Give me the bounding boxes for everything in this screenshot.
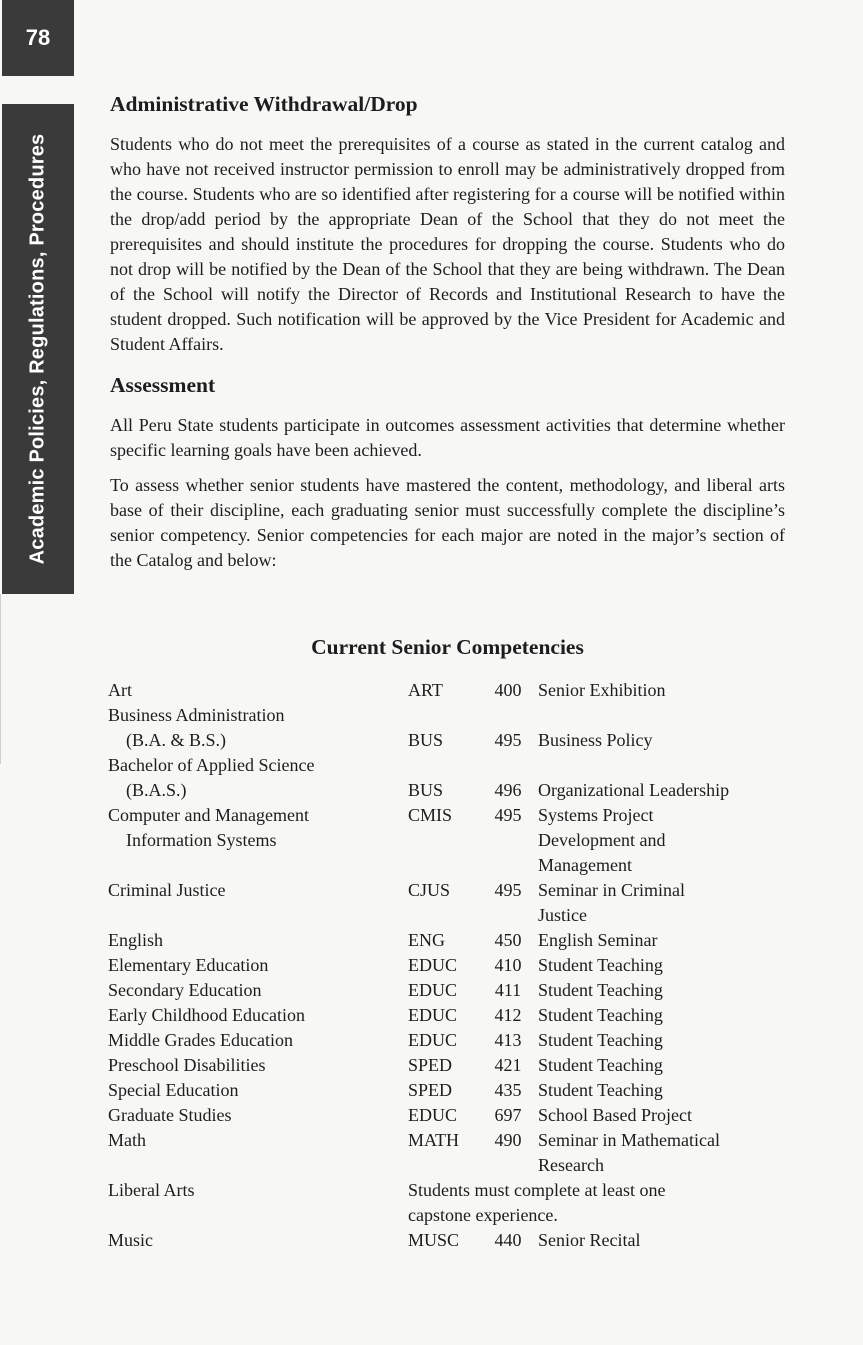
course-prefix-cell: MUSC: [408, 1230, 460, 1250]
course-number-cell: 496: [494, 780, 522, 800]
program-cell: Computer and Management: [108, 805, 309, 825]
table-row: [108, 703, 788, 728]
program-cell: Bachelor of Applied Science: [108, 755, 315, 775]
program-cell: Art: [108, 680, 132, 700]
course-number-cell: 411: [494, 980, 522, 1000]
course-prefix-cell: EDUC: [408, 1005, 457, 1025]
program-cell: Secondary Education: [108, 980, 262, 1000]
course-prefix-cell: CMIS: [408, 805, 453, 825]
table-row: [108, 1103, 788, 1128]
assessment-heading: Assessment: [110, 373, 216, 397]
table-row: [108, 753, 788, 778]
course-prefix-cell: CJUS: [408, 880, 451, 900]
course-number-cell: 495: [494, 880, 522, 900]
table-row: [108, 1003, 788, 1028]
course-prefix-cell: EDUC: [408, 980, 457, 1000]
table-row: [108, 953, 788, 978]
course-number-cell: 495: [494, 730, 522, 750]
program-cell: (B.A.S.): [126, 780, 187, 800]
program-cell: Early Childhood Education: [108, 1005, 305, 1025]
assessment-paragraph-1: All Peru State students participate in outcomes assessment activities that determine whether specific learning goals have been achieved.: [110, 415, 785, 460]
program-cell: Math: [108, 1130, 146, 1150]
table-row: [108, 778, 788, 803]
program-cell: Preschool Disabilities: [108, 1055, 266, 1075]
course-prefix-cell: EDUC: [408, 1105, 457, 1125]
course-prefix-cell: SPED: [408, 1055, 453, 1075]
course-prefix-cell: ENG: [408, 930, 445, 950]
program-cell: Music: [108, 1230, 153, 1250]
table-row: [108, 678, 788, 703]
program-cell: Graduate Studies: [108, 1105, 232, 1125]
program-cell: Middle Grades Education: [108, 1030, 293, 1050]
table-row: [108, 1228, 788, 1253]
course-number-cell: 697: [494, 1105, 522, 1125]
program-cell: Special Education: [108, 1080, 239, 1100]
course-title-cell: Student Teaching: [538, 1055, 663, 1075]
table-row: [108, 928, 788, 953]
course-number-cell: 412: [494, 1005, 522, 1025]
table-row: [108, 803, 788, 828]
withdrawal-paragraph: Students who do not meet the prerequisites of a course as stated in the current catalog and who have not received instructor permission to enroll may be administratively dropped from the course. Students who are so identified after registering for a course will be notified within the drop/add period by the appropriate Dean of the School that they do not meet the prerequisites and should institute the procedures for dropping the course. Students who do not drop will be notified by the Dean of the School that they are being withdrawn. The Dean of the School will notify the Director of Records and Institutional Research to have the student dropped. Such notification will be approved by the Vice President for Academic and Student Affairs.: [110, 134, 785, 354]
course-title-cell: Student Teaching: [538, 1005, 663, 1025]
course-title-cell: Research: [538, 1155, 604, 1175]
table-row: [108, 878, 788, 903]
course-note-cell: Students must complete at least one: [408, 1180, 666, 1200]
course-title-cell: Seminar in Criminal: [538, 880, 685, 900]
page-edge-line: [0, 594, 1, 764]
course-number-cell: 450: [494, 930, 522, 950]
course-prefix-cell: BUS: [408, 780, 444, 800]
course-title-cell: Senior Recital: [538, 1230, 641, 1250]
course-number-cell: 421: [494, 1055, 522, 1075]
program-cell: Liberal Arts: [108, 1180, 195, 1200]
program-cell: Information Systems: [126, 830, 277, 850]
course-prefix-cell: SPED: [408, 1080, 453, 1100]
assessment-paragraph-2: To assess whether senior students have mastered the content, methodology, and liberal arts base of their discipline, each graduating senior must successfully complete the discipline’s senior competency. Senior competencies for each major are noted in the major’s section of the Catalog and below:: [110, 475, 785, 570]
course-title-cell: Justice: [538, 905, 587, 925]
section-side-tab: [2, 104, 74, 594]
course-title-cell: School Based Project: [538, 1105, 692, 1125]
side-tab-label: Academic Policies, Regulations, Procedures: [26, 133, 49, 565]
course-title-cell: English Seminar: [538, 930, 658, 950]
course-title-cell: Senior Exhibition: [538, 680, 666, 700]
table-row: [108, 1128, 788, 1153]
table-row: [108, 828, 788, 853]
program-cell: Elementary Education: [108, 955, 269, 975]
course-title-cell: Student Teaching: [538, 955, 663, 975]
course-title-cell: Development and: [538, 830, 666, 850]
program-cell: Criminal Justice: [108, 880, 226, 900]
course-prefix-cell: EDUC: [408, 955, 457, 975]
course-number-cell: 440: [494, 1230, 522, 1250]
program-cell: Business Administration: [108, 705, 285, 725]
course-number-cell: 495: [494, 805, 522, 825]
course-title-cell: Student Teaching: [538, 1030, 663, 1050]
course-prefix-cell: BUS: [408, 730, 444, 750]
table-row: [108, 978, 788, 1003]
table-row: [108, 1053, 788, 1078]
course-title-cell: Systems Project: [538, 805, 654, 825]
course-prefix-cell: EDUC: [408, 1030, 457, 1050]
course-number-cell: 410: [494, 955, 522, 975]
page-number: 78: [2, 0, 74, 76]
main-content: [110, 90, 785, 583]
course-title-cell: Student Teaching: [538, 1080, 663, 1100]
course-prefix-cell: MATH: [408, 1130, 460, 1150]
course-title-cell: Management: [538, 855, 632, 875]
course-title-cell: Organizational Leadership: [538, 780, 730, 800]
course-prefix-cell: ART: [408, 680, 443, 700]
program-cell: (B.A. & B.S.): [126, 730, 227, 750]
course-title-cell: Student Teaching: [538, 980, 663, 1000]
table-row: [108, 728, 788, 753]
table-row: [108, 1153, 788, 1178]
table-row: [108, 853, 788, 878]
table-row: [108, 903, 788, 928]
competencies-table: [108, 678, 788, 1253]
course-number-cell: 413: [494, 1030, 522, 1050]
course-title-cell: Seminar in Mathematical: [538, 1130, 720, 1150]
course-number-cell: 400: [494, 680, 522, 700]
competencies-heading: Current Senior Competencies: [311, 635, 584, 659]
table-row: [108, 1078, 788, 1103]
table-row: [108, 1203, 788, 1228]
course-title-cell: Business Policy: [538, 730, 653, 750]
course-number-cell: 435: [494, 1080, 522, 1100]
program-cell: English: [108, 930, 164, 950]
course-number-cell: 490: [494, 1130, 522, 1150]
table-row: [108, 1028, 788, 1053]
course-note-cell: capstone experience.: [408, 1205, 558, 1225]
withdrawal-heading: Administrative Withdrawal/Drop: [110, 92, 418, 116]
table-row: [108, 1178, 788, 1203]
